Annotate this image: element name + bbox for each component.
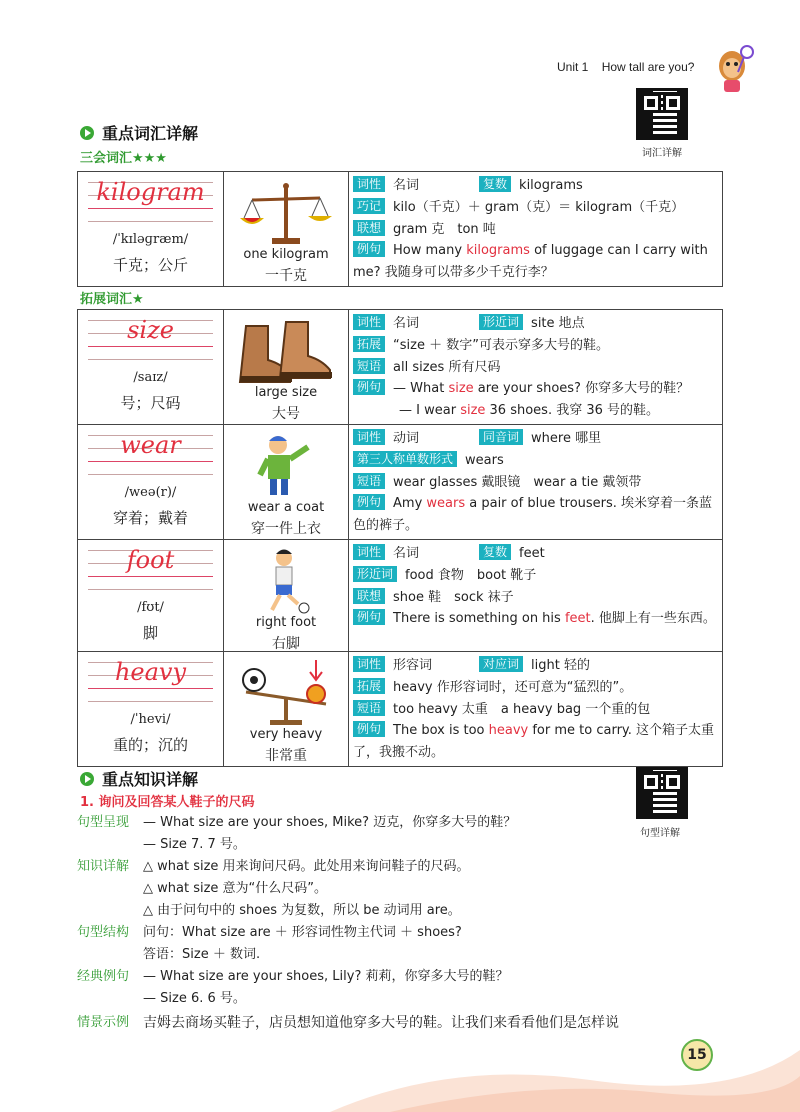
opposite-value: light 轻的 [531, 657, 590, 673]
play-icon [80, 772, 94, 786]
tag-example: 例句 [353, 721, 385, 737]
boots-icon [224, 316, 349, 386]
tag-similar: 形近词 [479, 314, 523, 330]
pos-value: 形容词 [393, 657, 433, 673]
word-meaning: 号；尺码 [120, 394, 181, 412]
extend-value: heavy 作形容词时，还可意为“猛烈的”。 [393, 679, 633, 695]
picture-caption-cn: 穿一件上衣 [251, 520, 321, 537]
info-cell [349, 539, 723, 651]
pos-value: 名词 [393, 178, 420, 193]
tag-third-person: 第三人称单数形式 [353, 451, 457, 467]
example2-pre: — I wear [399, 403, 461, 419]
unit-title: How tall are you? [601, 60, 695, 74]
unit-header [557, 60, 694, 74]
picture-cell [224, 172, 349, 287]
word-meaning: 千克；公斤 [112, 256, 188, 274]
assoc-value: gram 克 ton 吨 [393, 221, 496, 237]
example2-highlight: size [460, 403, 486, 419]
pattern-line-2: — Size 7. 7 号。 [143, 837, 246, 852]
explain-line-1: △ what size 用来询问尺码。此处用来询问鞋子的尺码。 [143, 859, 470, 874]
example1-pre: — What [393, 381, 449, 397]
assoc-value: shoe 鞋 sock 袜子 [393, 589, 514, 605]
example-highlight: wears [426, 496, 466, 512]
phrase-value: too heavy 太重 a heavy bag 一个重的包 [393, 701, 651, 717]
tag-assoc: 联想 [353, 588, 385, 604]
label-scenario: 情景示例 [77, 1015, 130, 1030]
word-script: size [127, 316, 174, 344]
picture-caption-en: very heavy [249, 726, 323, 742]
info-cell [349, 424, 723, 539]
tag-extend: 拓展 [353, 336, 385, 352]
unit-label: Unit 1 [557, 60, 589, 74]
word-meaning: 脚 [142, 623, 158, 642]
info-cell [349, 172, 723, 287]
section-vocab-title [80, 121, 198, 144]
picture-caption-cn: 大号 [272, 406, 300, 422]
example-pre: How many [393, 243, 467, 259]
tag-pos: 词性 [353, 176, 385, 192]
word-cell [78, 539, 224, 651]
tag-example: 例句 [353, 379, 385, 395]
tag-pos: 词性 [353, 544, 385, 560]
word-script: foot [126, 545, 175, 574]
picture-caption-cn: 右脚 [272, 635, 300, 652]
classic-example-line-2: — Size 6. 6 号。 [143, 991, 246, 1006]
homophone-value: where 哪里 [531, 430, 602, 446]
vocab-row-heavy [78, 651, 723, 766]
similar-value: food 食物 boot 靴子 [405, 567, 537, 583]
ext-vocab-table [77, 309, 723, 767]
example-post: for me to carry. 这个箱子太重了，我搬不动。 [353, 723, 715, 761]
pattern-line-1: — What size are your shoes, Mike? 迈克，你穿多大号的鞋？ [143, 815, 517, 830]
word-phonetic: /ˈhevi/ [130, 711, 171, 727]
structure-line-2: 答语：Size ＋ 数词. [143, 947, 261, 962]
vocab-qr-code[interactable] [636, 88, 688, 140]
picture-cell [224, 539, 349, 651]
picture-caption-en: wear a coat [247, 499, 325, 515]
word-script: kilogram [96, 178, 205, 206]
picture-cell [224, 651, 349, 766]
word-meaning: 重的；沉的 [112, 735, 188, 754]
example-highlight: kilograms [466, 243, 530, 259]
word-cell [78, 172, 224, 287]
boy-coat-icon [224, 431, 349, 501]
pos-value: 名词 [393, 545, 420, 561]
scenario-line: 吉姆去商场买鞋子，店员想知道他穿多大号的鞋。让我们来看看他们是怎样说 [143, 1015, 619, 1031]
example1-post: are your shoes? 你穿多大号的鞋？ [473, 381, 690, 397]
plural-value: kilograms [519, 178, 583, 193]
example-post: . 他脚上有一些东西。 [590, 611, 716, 627]
scale-icon [224, 178, 349, 248]
picture-caption-cn: 非常重 [265, 747, 307, 764]
label-pattern: 句型呈现 [77, 815, 130, 830]
sentence-qr-caption: 句型详解 [640, 828, 680, 839]
word-cell [78, 310, 224, 425]
knowledge-heading: 1. 询问及回答某人鞋子的尺码 [80, 795, 255, 810]
tag-phrase: 短语 [353, 700, 385, 716]
extend-value: “size ＋ 数字”可表示穿多大号的鞋。 [393, 337, 609, 353]
balance-balls-icon [224, 658, 349, 728]
page-number: 15 [681, 1039, 713, 1071]
info-cell [349, 651, 723, 766]
tag-example: 例句 [353, 609, 385, 625]
tag-phrase: 短语 [353, 358, 385, 374]
tag-assoc: 联想 [353, 220, 385, 236]
word-script: heavy [114, 657, 187, 686]
tag-tip: 巧记 [353, 198, 385, 214]
tag-similar: 形近词 [353, 566, 397, 582]
phrase-value: all sizes 所有尺码 [393, 359, 501, 375]
label-classic-example: 经典例句 [77, 969, 130, 984]
sentence-qr-code[interactable] [636, 767, 688, 819]
picture-caption-en: large size [254, 385, 318, 400]
classic-example-line-1: — What size are your shoes, Lily? 莉莉，你穿多大号的鞋？ [143, 969, 509, 984]
explain-line-3: △ 由于问句中的 shoes 为复数，所以 be 动词用 are。 [143, 903, 461, 918]
similar-value: site 地点 [531, 316, 585, 331]
example1-highlight: size [448, 381, 474, 397]
third-person-value: wears [465, 452, 504, 468]
structure-line-1: 问句：What size are ＋ 形容词性物主代词 ＋ shoes? [143, 925, 462, 940]
example-pre: The box is too [393, 723, 489, 739]
tag-extend: 拓展 [353, 678, 385, 694]
word-cell [78, 424, 224, 539]
plural-value: feet [519, 545, 545, 561]
tag-plural: 复数 [479, 176, 511, 192]
word-script: wear [120, 430, 181, 459]
word-cell [78, 651, 224, 766]
word-phonetic: /ˈkɪləɡræm/ [112, 232, 189, 247]
picture-cell [224, 424, 349, 539]
example-highlight: feet [564, 611, 591, 627]
pos-value: 名词 [393, 316, 420, 331]
example-post: of luggage can I carry with me? 我随身可以带多少千克行李？ [353, 243, 708, 281]
explain-line-2: △ what size 意为“什么尺码”。 [143, 881, 328, 896]
picture-cell [224, 310, 349, 425]
tag-example: 例句 [353, 241, 385, 257]
tag-phrase: 短语 [353, 473, 385, 489]
vocab-row-kilogram [78, 172, 723, 287]
tag-pos: 词性 [353, 314, 385, 330]
picture-caption-cn: 一千克 [265, 268, 307, 284]
core-vocab-table [77, 171, 723, 287]
picture-caption-en: one kilogram [243, 247, 329, 262]
vocab-qr-caption: 词汇详解 [642, 148, 682, 159]
section-vocab-title-text: 重点词汇详解 [102, 124, 199, 143]
label-structure: 句型结构 [77, 925, 130, 940]
section-knowledge-title [80, 767, 198, 790]
word-meaning: 穿着；戴着 [112, 508, 188, 527]
tag-pos: 词性 [353, 429, 385, 445]
label-explain: 知识详解 [77, 859, 130, 874]
footer-wave-decoration [330, 1040, 800, 1112]
example-pre: There is something on his [393, 611, 565, 627]
tip-value: kilo（千克）＋ gram（克）＝ kilogram（千克） [393, 199, 685, 215]
subsection-ext: 拓展词汇★ [80, 292, 144, 307]
example-post: a pair of blue trousers. 埃米穿着一条蓝色的裤子。 [353, 496, 713, 534]
word-phonetic: /fʊt/ [137, 599, 164, 615]
example2-post: 36 shoes. 我穿 36 号的鞋。 [485, 403, 660, 419]
word-phonetic: /weə(r)/ [124, 484, 177, 500]
picture-caption-en: right foot [255, 614, 317, 630]
vocab-row-wear [78, 424, 723, 539]
section-knowledge-title-text: 重点知识详解 [102, 770, 199, 789]
example-highlight: heavy [488, 723, 529, 739]
boy-kicking-icon [224, 546, 349, 616]
tag-plural: 复数 [479, 544, 511, 560]
vocab-row-size [78, 310, 723, 425]
tag-example: 例句 [353, 494, 385, 510]
tag-opposite: 对应词 [479, 656, 523, 672]
subsection-core: 三会词汇★★★ [80, 151, 167, 166]
tag-pos: 词性 [353, 656, 385, 672]
vocab-row-foot [78, 539, 723, 651]
play-icon [80, 126, 94, 140]
example-pre: Amy [393, 496, 427, 512]
mascot-icon [714, 42, 754, 94]
word-phonetic: /saɪz/ [133, 370, 168, 385]
phrase-value: wear glasses 戴眼镜 wear a tie 戴领带 [393, 474, 642, 490]
pos-value: 动词 [393, 430, 420, 446]
tag-homophone: 同音词 [479, 429, 523, 445]
info-cell [349, 310, 723, 425]
